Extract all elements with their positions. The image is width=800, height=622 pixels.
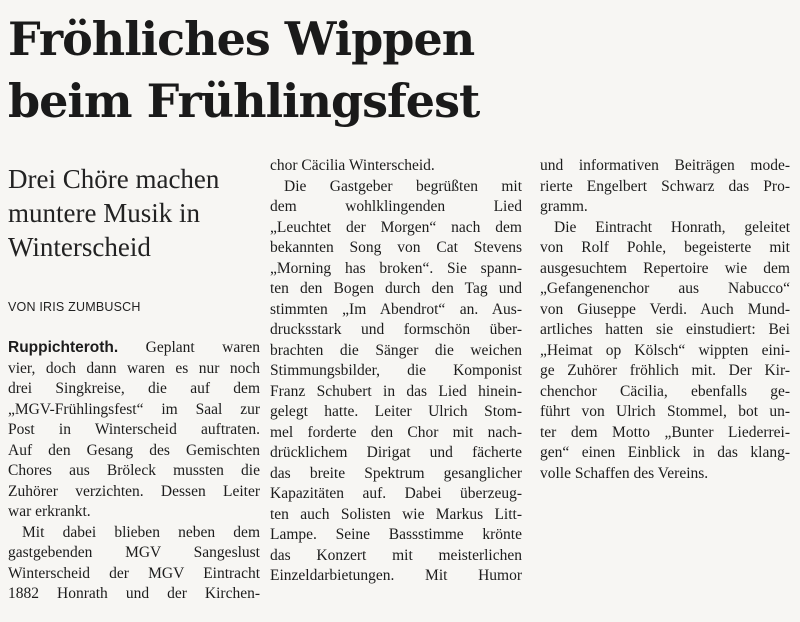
article-line	[8, 441, 260, 462]
article-line	[270, 464, 522, 485]
article-line-text: das breite Spektrum gesanglicher	[270, 464, 522, 482]
article-line-text: Stimmungsbilder, die Komponist	[270, 362, 522, 379]
article-line-text: Kapazitäten auf. Dabei überzeug-	[270, 485, 522, 502]
article-line-text: Auf den Gesang des Gemischten	[8, 441, 260, 459]
article-line-text: ten auch Solisten wie Markus Litt-	[270, 505, 522, 523]
article-column-1	[8, 338, 260, 605]
article-line-text: gen“ einen Einblick in das klang-	[540, 444, 790, 461]
article-line	[270, 505, 522, 526]
article-line	[270, 484, 522, 505]
article-line	[270, 320, 522, 341]
article-line	[8, 400, 260, 421]
article-line	[8, 359, 260, 380]
article-line	[540, 238, 790, 259]
article-line-text: Franz Schubert in das Lied hinein-	[270, 382, 522, 400]
article-line	[540, 423, 790, 444]
article-line	[540, 218, 790, 239]
article-line	[270, 279, 522, 300]
article-line-text: war erkrankt.	[8, 503, 91, 520]
article-line	[540, 177, 790, 198]
article-line	[540, 443, 790, 464]
article-line-text: ter dem Motto „Bunter Liederrei-	[540, 423, 790, 441]
article-line	[540, 197, 790, 218]
article-line	[540, 259, 790, 280]
headline-line: beim Frühlingsfest	[8, 74, 480, 128]
article-line	[8, 564, 260, 585]
article-line-text: das Konzert mit meisterlichen	[270, 546, 522, 564]
article-line-text: ge Zuhörer fröhlich mit. Der Kir-	[540, 362, 790, 379]
article-line	[540, 361, 790, 382]
article-line	[540, 156, 790, 177]
article-line-text: gastgebenden MGV Sangeslust	[8, 544, 260, 561]
article-line	[270, 156, 522, 177]
article-line-text: führt von Ulrich Stommel, bot un-	[540, 403, 790, 420]
article-column-3	[540, 156, 790, 484]
article-line-text: „MGV-Frühlingsfest“ im Saal zur	[8, 400, 260, 418]
article-line	[540, 320, 790, 341]
article-line-text: Winterscheid der MGV Eintracht	[8, 564, 260, 582]
article-line-text: „Leuchtet der Morgen“ nach dem	[270, 218, 522, 236]
article-line	[8, 482, 260, 503]
article-line-text: „Gefangenenchor aus Nabucco“	[540, 280, 790, 297]
article-line	[270, 341, 522, 362]
article-line	[270, 218, 522, 239]
article-line-text: und informativen Beiträgen mode-	[540, 157, 790, 174]
article-line-text: vier, doch dann waren es nur noch	[8, 359, 260, 377]
article-line	[270, 566, 522, 587]
article-line-text: artliches hatten sie einstudiert: Bei	[540, 321, 790, 338]
article-line	[540, 341, 790, 362]
subheadline-line: muntere Musik in	[8, 198, 200, 228]
article-line-text: drücklichem Dirigat und fächerte	[270, 444, 522, 461]
article-line	[8, 338, 260, 359]
article-line-text: Die Eintracht Honrath, geleitet	[554, 218, 790, 236]
article-line	[270, 443, 522, 464]
article-line-text: Einzeldarbietungen. Mit Humor	[270, 567, 522, 584]
article-line	[270, 525, 522, 546]
article-line-text: von Rolf Pohle, begeisterte mit	[540, 239, 790, 256]
article-line	[270, 177, 522, 198]
article-line	[540, 279, 790, 300]
subheadline-line: Drei Chöre machen	[8, 164, 220, 194]
article-line-text: volle Schaffen des Vereins.	[540, 464, 709, 482]
article-line-text: chenchor Cäcilia, ebenfalls ge-	[540, 382, 790, 400]
article-line	[270, 300, 522, 321]
article-line	[8, 420, 260, 441]
article-line-text: ausgesuchtem Repertoire wie dem	[540, 259, 790, 277]
article-line-text: drei Singkreise, die auf dem	[8, 380, 260, 397]
article-line	[270, 197, 522, 218]
article-line-text: bekannten Song von Cat Stevens	[270, 239, 522, 256]
article-line-text: Geplant waren	[145, 339, 260, 356]
article-line-text: stimmten „Im Abendrot“ an. Aus-	[270, 300, 522, 318]
article-line	[270, 259, 522, 280]
article-line	[540, 402, 790, 423]
article-line-text: brachten die Sänger die weichen	[270, 341, 522, 359]
subheadline	[8, 162, 258, 264]
byline: VON IRIS ZUMBUSCH	[8, 300, 141, 314]
article-line-text: Post in Winterscheid auftraten.	[8, 421, 260, 438]
article-line-text: drucksstark und formschön über-	[270, 321, 522, 338]
article-line-text: „Heimat op Kölsch“ wippten eini-	[540, 341, 790, 359]
article-line	[270, 382, 522, 403]
article-line	[540, 464, 790, 485]
article-line	[270, 423, 522, 444]
article-line	[8, 502, 260, 523]
article-line-text: Chores aus Bröleck mussten die	[8, 462, 260, 479]
article-line	[8, 584, 260, 605]
article-column-2	[270, 156, 522, 587]
article-line-text: dem wohlklingenden Lied	[270, 198, 522, 215]
article-line	[540, 300, 790, 321]
article-line	[8, 523, 260, 544]
article-line	[540, 382, 790, 403]
subheadline-line: Winterscheid	[8, 232, 151, 262]
dateline: Ruppichteroth.	[8, 339, 119, 356]
article-line-text: von Giuseppe Verdi. Auch Mund-	[540, 300, 790, 318]
headline-line: Fröhliches Wippen	[8, 12, 475, 66]
article-line-text: Zuhörer verzichten. Dessen Leiter	[8, 482, 260, 500]
article-line-text: gelegt hatte. Leiter Ulrich Stom-	[270, 403, 522, 420]
article-line-text: gramm.	[540, 198, 588, 215]
article-line	[8, 379, 260, 400]
article-line	[270, 361, 522, 382]
article-line	[270, 402, 522, 423]
article-line-text: mel forderte den Chor mit nach-	[270, 423, 522, 441]
article-line-text: „Morning has broken“. Sie spann-	[270, 259, 522, 277]
article-line-text: 1882 Honrath und der Kirchen-	[8, 585, 260, 602]
article-line-text: ten den Bogen durch den Tag und	[270, 280, 522, 297]
article-line	[8, 461, 260, 482]
article-line-text: Die Gastgeber begrüßten mit	[284, 177, 522, 195]
article-line-text: Mit dabei blieben neben dem	[22, 523, 260, 541]
article-line	[270, 546, 522, 567]
article-line	[8, 543, 260, 564]
article-line-text: chor Cäcilia Winterscheid.	[270, 157, 435, 174]
article-line	[270, 238, 522, 259]
headline	[8, 8, 479, 132]
article-line-text: Lampe. Seine Bassstimme krönte	[270, 526, 522, 543]
article-line-text: rierte Engelbert Schwarz das Pro-	[540, 177, 790, 195]
